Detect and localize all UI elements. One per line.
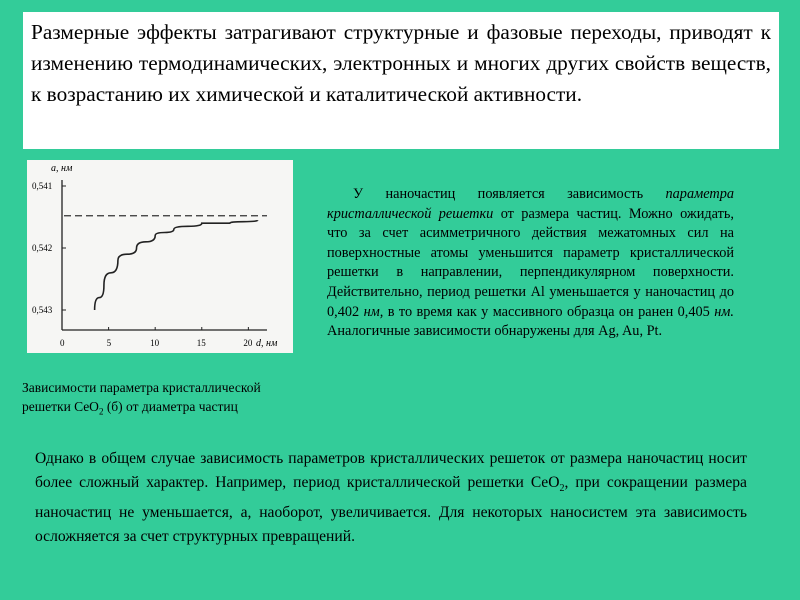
x-tick-label: 0 — [60, 338, 65, 348]
rp-t2: параметра кристаллической решетки — [327, 186, 734, 222]
x-tick-label: 15 — [196, 338, 206, 348]
bp-t1: Однако в общем случае зависимость параметров кристаллических решеток от размера наночастиц носит более сложный характер. Например, период кристаллической решетки CeO — [35, 450, 747, 491]
rp-t7: Аналогичные зависимости обнаружены для Ag, Au, Pt. — [327, 323, 663, 340]
caption-line2a: решетки CeO — [22, 399, 99, 414]
x-tick-label: 10 — [150, 338, 160, 348]
y-axis-label: a, нм — [51, 163, 73, 174]
rp-t6: нм. — [714, 303, 734, 320]
bp-sub: 2 — [559, 483, 565, 495]
x-tick-label: 20 — [243, 338, 253, 348]
x-tick-label: 5 — [106, 338, 112, 348]
nanoparticle-paragraph — [327, 185, 734, 342]
caption-subscript: 2 — [98, 406, 104, 417]
caption-line1: Зависимости параметра кристаллической — [22, 380, 261, 395]
intro-text-box — [23, 12, 779, 149]
caption-line2b: (б) от диаметра частиц — [103, 399, 238, 414]
rp-t1: У наночастиц появляется зависимость — [353, 186, 666, 202]
rp-t5: в то время как у массивного образца он ранен 0,405 — [383, 303, 715, 320]
rp-t3: от размера частиц. Можно ожидать, что за счет асимметричного действия межатомных сил на поверхностные атомы уменьшится параметр кристаллической решетки в направлении, перпендикулярном поверхности. Действительно, период решетки Al уменьшается у наночастиц до 0,402 — [327, 205, 734, 320]
x-axis-label: d, нм — [256, 338, 278, 349]
rp-t4: нм, — [363, 303, 384, 320]
chart-caption — [22, 378, 312, 422]
chart-svg — [27, 160, 293, 353]
lattice-parameter-chart — [27, 160, 293, 353]
bp-t2: , при сокращении размера наночастиц не уменьшается, а, наоборот, увеличивается. Для некоторых наносистем эта зависимость осложняется за счет структурных превращений. — [35, 474, 747, 546]
y-tick-label: 0,541 — [32, 181, 53, 191]
intro-paragraph: Размерные эффекты затрагивают структурные и фазовые переходы, приводят к изменению термодинамических, электронных и многих других свойств веществ, к возрастанию их химической и каталитической активности. — [31, 20, 771, 106]
y-ticks — [32, 181, 66, 315]
ceo2-paragraph — [35, 447, 747, 549]
series-curve — [95, 220, 258, 310]
y-tick-label: 0,543 — [32, 305, 53, 315]
y-tick-label: 0,542 — [32, 243, 53, 253]
